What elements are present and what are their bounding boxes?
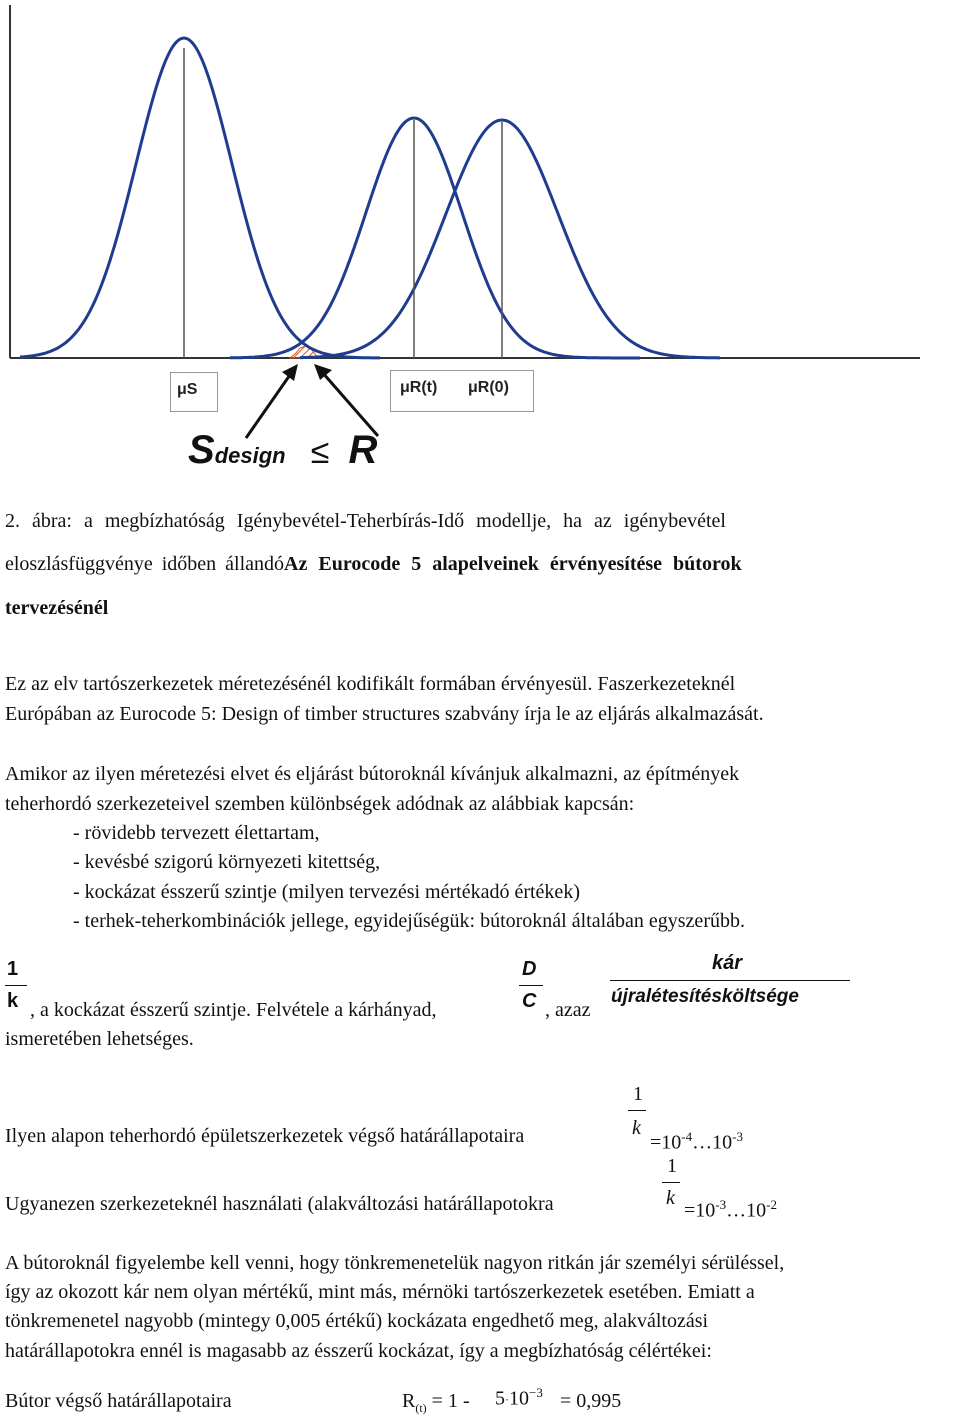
section-heading-line2: tervezésénél — [5, 597, 109, 619]
final-exponent-term: $5\cdot 10^{-3}$ — [495, 1385, 543, 1410]
reliability-model-figure — [0, 0, 960, 490]
resistance-0-curve — [300, 120, 720, 358]
para1-line1: Ez az elv tartószerkezetek méretezésénél kodifikált formában érvényesül. Faszerkezeteknél — [5, 673, 736, 695]
formula-r: R — [348, 428, 378, 472]
list-item: - kevésbé szigorú környezeti kitettség, — [73, 851, 381, 873]
risk-text3: ismeretében lehetséges. — [5, 1028, 194, 1050]
arrow-right-head — [314, 364, 332, 380]
figure-caption-line2 — [5, 553, 742, 576]
final-formula: $R_{(t)} = 1$ - — [402, 1390, 470, 1415]
risk-frac2-line — [519, 985, 543, 986]
mu-s-label: μS — [177, 381, 198, 398]
risk-frac3-line — [610, 980, 850, 981]
list-item: - kockázat ésszerű szintje (milyen tervezési mértékadó értékek) — [73, 881, 580, 903]
para2-line1: Amikor az ilyen méretezési elvet és eljárást bútoroknál kívánjuk alkalmazni, az építmények — [5, 763, 740, 785]
para3-line3: tönkremenetel nagyobb (mintegy 0,005 értékű) kockázata engedhető meg, alakváltozási — [5, 1310, 709, 1332]
risk-text2: , azaz — [545, 999, 591, 1021]
list-item: - terhek-teherkombinációk jellege, egyidejűségük: bútoroknál általában egyszerűbb. — [73, 910, 745, 932]
caption-normal: eloszlásfüggvénye időben állandó — [5, 553, 285, 575]
limit2-value: $=10^{-3}\dots 10^{-2}$ — [684, 1197, 777, 1222]
design-formula — [188, 428, 377, 478]
risk-text1: , a kockázat ésszerű szintje. Felvétele a kárhányad, — [30, 999, 437, 1021]
risk-frac3-den: újralétesítésköltsége — [611, 986, 799, 1007]
limit1-den: k — [632, 1117, 641, 1139]
limit1-text: Ilyen alapon teherhordó épületszerkezetek végső határállapotaira — [5, 1125, 525, 1147]
limit2-frac-line — [662, 1182, 680, 1183]
limit2-text: Ugyanezen szerkezeteknél használati (alakváltozási határállapotokra — [5, 1193, 554, 1215]
risk-frac1-den: k — [7, 990, 19, 1012]
figure-caption-line1: 2. ábra: a megbízhatóság Igénybevétel-Teherbírás-Idő modellje, ha az igénybevétel — [5, 510, 726, 532]
risk-frac2-num: D — [522, 958, 537, 980]
limit1-num: 1 — [633, 1083, 643, 1105]
list-item: - rövidebb tervezett élettartam, — [73, 822, 320, 844]
mu-r0-label: μR(0) — [468, 379, 509, 396]
para1-line2: Európában az Eurocode 5: Design of timber structures szabvány írja le az eljárás alkalmazását. — [5, 703, 764, 725]
limit1-value: $=10^{-4}\dots 10^{-3}$ — [650, 1129, 743, 1154]
formula-s: S — [188, 428, 215, 472]
para3-line4: határállapotokra ennél is magasabb az ésszerű kockázat, így a megbízhatóság célértékei: — [5, 1340, 712, 1362]
risk-frac2-den: C — [522, 990, 537, 1012]
para3-line1: A bútoroknál figyelembe kell venni, hogy tönkremenetelük nagyon ritkán jár személyi sérüléssel, — [5, 1252, 785, 1274]
arrow-left-head — [282, 364, 298, 381]
formula-sub: design — [214, 443, 286, 468]
mu-rt-label: μR(t) — [400, 379, 438, 396]
heading-bold: Az Eurocode 5 alapelveinek érvényesítése bútorok — [284, 553, 742, 575]
para3-line2: így az okozott kár nem olyan mértékű, mint más, mérnöki tartószerkezetek esetében. Emiatt a — [5, 1281, 755, 1303]
risk-frac1-num: 1 — [7, 958, 19, 980]
final-result: = 0,995 — [560, 1390, 622, 1412]
final-label: Bútor végső határállapotaira — [5, 1390, 232, 1412]
limit1-frac-line — [628, 1110, 646, 1111]
arrow-right-line — [322, 372, 378, 436]
limit2-den: k — [666, 1187, 675, 1209]
risk-frac3-num: kár — [712, 952, 743, 974]
risk-frac1-line — [5, 985, 27, 986]
load-distribution-curve — [20, 38, 380, 358]
formula-leq: ≤ — [310, 433, 330, 471]
limit2-num: 1 — [667, 1155, 677, 1177]
para2-line2: teherhordó szerkezeteivel szemben különbségek adódnak az alábbiak kapcsán: — [5, 793, 635, 815]
